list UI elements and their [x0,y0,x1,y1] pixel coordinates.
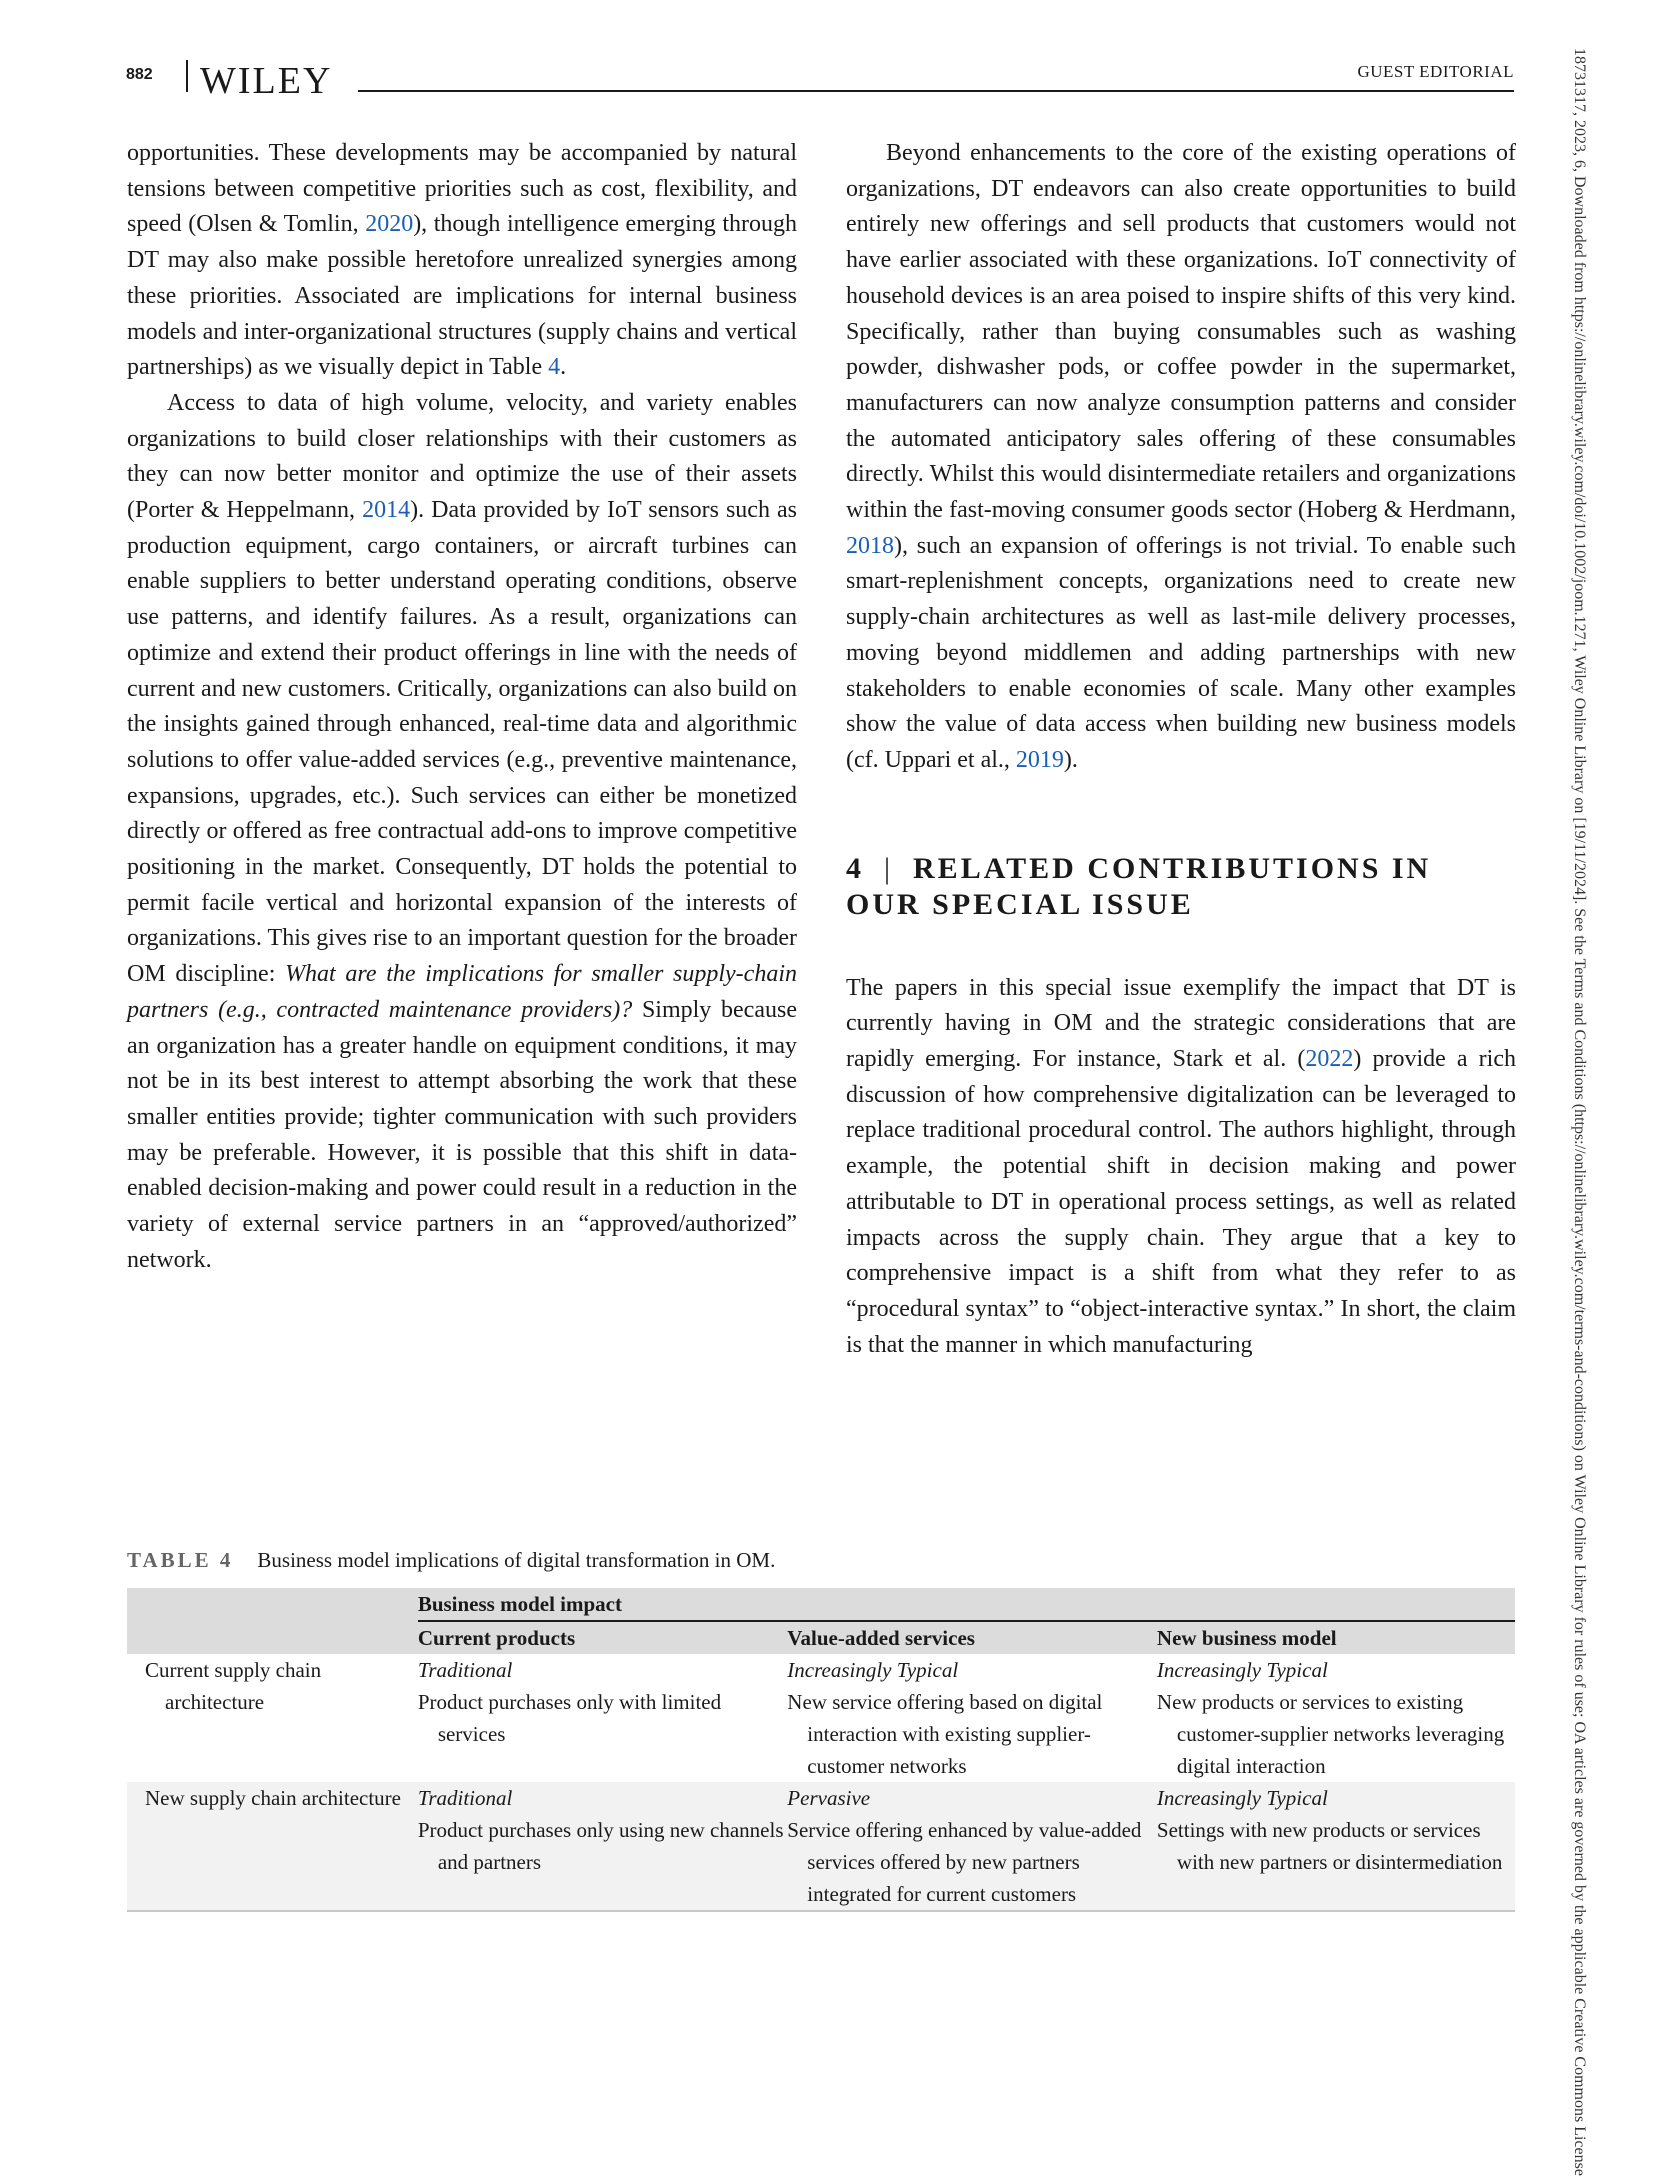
page-number: 882 [126,66,153,83]
paragraph: opportunities. These developments may be accompanied by natural tensions between competitive priorities such as cost, flexibility, and speed (Olsen & Tomlin, 2020), though intelligence emerging through DT may also make possible heretofore unrealized synergies among these priorities. Associated are implications for internal business models and inter-organizational structures (supply chains and vertical partnerships) as we visually depict in Table 4. [127,140,797,381]
publisher-logo: WILEY [200,60,333,102]
research-question: What are the implications for smaller supply-chain partners (e.g., contracted maintenance providers)? [127,961,797,1023]
paragraph: Beyond enhancements to the core of the existing operations of organizations, DT endeavors can also create opportunities to build entirely new offerings and sell products that customers would not have earlier associated with these organizations. IoT connectivity of household devices is an area poised to inspire shifts of this very kind. Specifically, rather than buying consumables such as washing powder, dishwasher pods, or coffee powder in the supermarket, manufacturers can now analyze consumption patterns and consider the automated anticipatory sales offering of these consumables directly. Whilst this would disintermediate retailers and organizations within the fast-moving consumer goods sector (Hoberg & Herdmann, 2018), such an expansion of offerings is not trivial. To enable such smart-replenishment concepts, organizations need to create new supply-chain architectures as well as last-mile delivery processes, moving beyond middlemen and adding partnerships with new stakeholders to enable economies of scale. Many other examples show the value of data access when building new business models (cf. Uppari et al., 2019). [846,140,1516,773]
row-header: Current supply chain architecture [145,1658,322,1714]
table-row [127,1654,1515,1782]
section-label: GUEST EDITORIAL [1357,62,1514,81]
header-divider [186,60,188,92]
download-margin-note: 18731317, 2023, 6, Downloaded from https://onlinelibrary.wiley.com/doi/10.1002/joom.1271, Wiley Online Library on [19/11/2024]. See the Terms and Conditions (https://onlinelibrary.wiley.com/terms-and-conditions) on Wiley Online Library for rules of use; OA articles are governed by the applicable Creative Commons License [1571,48,1588,2176]
table-reference-link[interactable]: 4 [548,354,561,381]
column-header: Value-added services [787,1621,1157,1654]
table-corner-cell [127,1621,418,1654]
citation-link[interactable]: 2022 [1305,1046,1354,1073]
table-corner-cell [127,1588,418,1621]
citation-link[interactable]: 2020 [365,211,414,238]
table-cell: Traditional Product purchases only with limited services [417,1658,722,1746]
table-cell: Pervasive Service offering enhanced by value-added services offered by new partners integrated for current customers [787,1782,1157,1911]
paragraph: The papers in this special issue exemplify the impact that DT is currently having in OM and the strategic considerations that are rapidly emerging. For instance, Stark et al. (2022) provide a rich discussion of how comprehensive digitalization can be leveraged to replace traditional procedural control. The authors highlight, through example, the potential shift in decision making and power attributable to DT in operational process settings, as well as related impacts across the supply chain. They argue that a key to comprehensive impact is a shift from what they refer to as “procedural syntax” to “object-interactive syntax.” In short, the claim is that the manner in which manufacturing [846,974,1516,1358]
table-caption-text: Business model implications of digital transformation in OM. [257,1548,776,1572]
business-model-table [127,1588,1515,1912]
table-cell: Increasingly Typical New products or services to existing customer-supplier networks leveraging digital interaction [1156,1658,1505,1778]
left-column [127,136,797,1279]
section-heading: 4 | RELATED CONTRIBUTIONS IN OUR SPECIAL ISSUE [846,851,1432,921]
table-header-row [127,1588,1515,1621]
table-caption [127,1548,775,1573]
column-header: Current products [418,1621,787,1654]
table-cell: Increasingly Typical Settings with new products or services with new partners or disintermediation [1157,1782,1515,1911]
right-column [846,136,1516,1363]
header-rule [358,90,1514,92]
citation-link[interactable]: 2014 [362,497,411,524]
table-label: TABLE 4 [127,1548,234,1572]
paragraph: Access to data of high volume, velocity, and variety enables organizations to build closer relationships with their customers as they can now better monitor and optimize the use of their assets (Porter & Heppelmann, 2014). Data provided by IoT sensors such as production equipment, cargo containers, or aircraft turbines can enable suppliers to better understand operating conditions, observe use patterns, and identify failures. As a result, organizations can optimize and extend their product offerings in line with the needs of current and new customers. Critically, organizations can also build on the insights gained through enhanced, real-time data and algorithmic solutions to offer value-added services (e.g., preventive maintenance, expansions, upgrades, etc.). Such services can either be monetized directly or offered as free contractual add-ons to improve competitive positioning in the market. Consequently, DT holds the potential to permit facile vertical and horizontal expansion of the interests of organizations. This gives rise to an important question for the broader OM discipline: What are the implications for smaller supply-chain partners (e.g., contracted maintenance providers)? Simply because an organization has a greater handle on equipment conditions, it may not be in its best interest to attempt absorbing the work that these smaller entities provide; tighter communication with such providers may be preferable. However, it is possible that this shift in data-enabled decision-making and power could result in a reduction in the variety of external service partners in an “approved/authorized” network. [127,389,798,1273]
citation-link[interactable]: 2019 [1015,746,1064,773]
row-header: New supply chain architecture [127,1782,418,1911]
table-cell: Traditional Product purchases only using new channels and partners [418,1782,787,1911]
group-header: Business model impact [418,1588,1515,1621]
table-header-row [127,1621,1515,1654]
table-row [127,1782,1515,1911]
table-cell: Increasingly Typical New service offering based on digital interaction with existing supplier-customer networks [787,1658,1103,1778]
running-header [126,56,1514,102]
column-header: New business model [1157,1621,1515,1654]
citation-link[interactable]: 2018 [846,532,894,559]
